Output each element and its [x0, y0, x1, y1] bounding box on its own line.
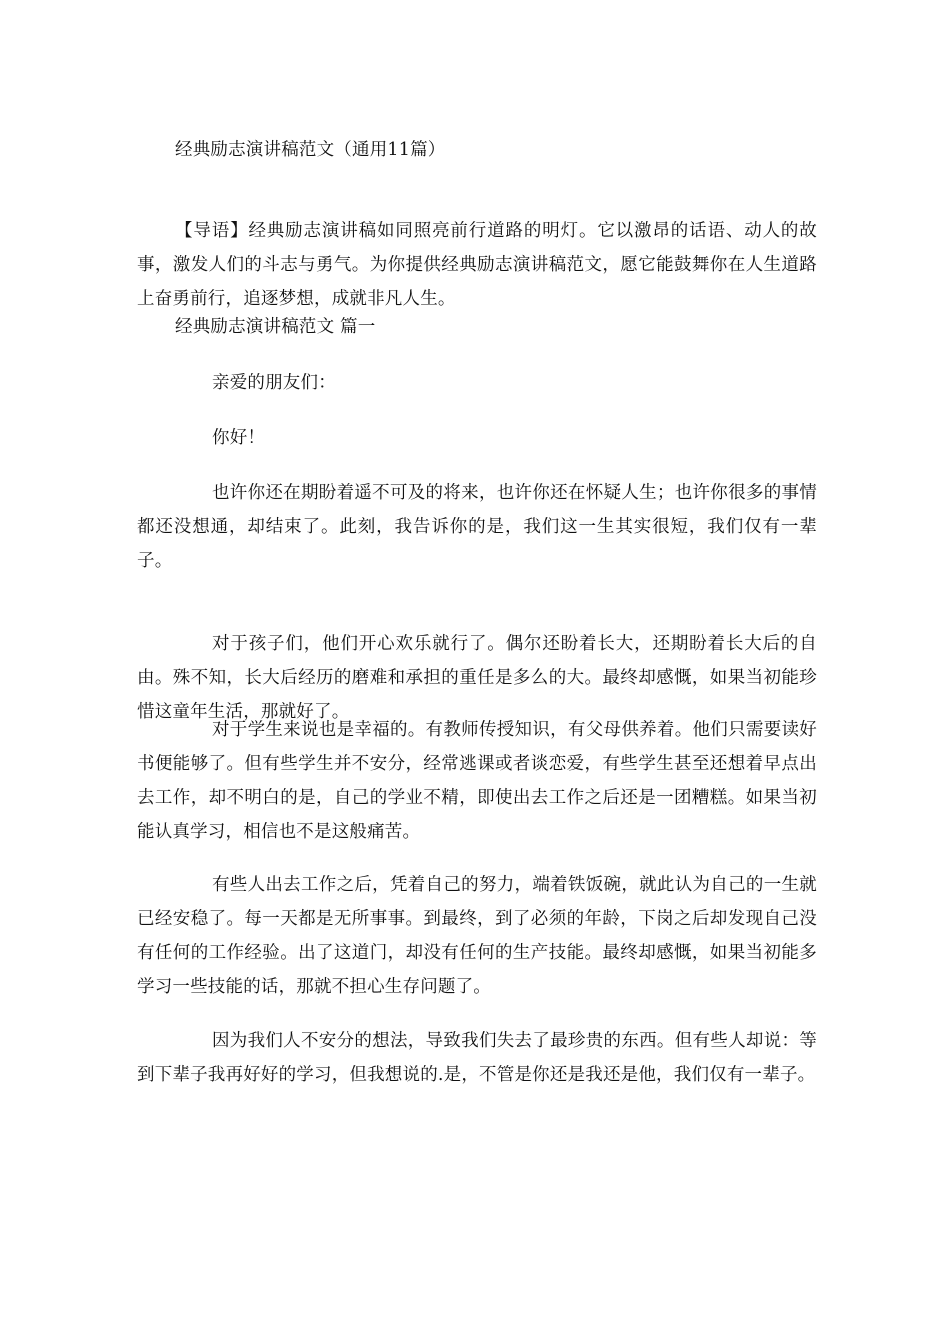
section-title: 经典励志演讲稿范文 篇一 — [175, 317, 376, 337]
greeting: 你好！ — [212, 428, 266, 448]
body-paragraph-2: 对于孩子们，他们开心欢乐就行了。偶尔还盼着长大，还期盼着长大后的自由。殊不知，长大后经历的磨难和承担的重任是多么的大。最终却感慨，如果当初能珍惜这童年生活，那就好了。 — [137, 634, 817, 722]
document-title: 经典励志演讲稿范文（通用11篇） — [175, 140, 446, 160]
intro-paragraph: 【导语】经典励志演讲稿如同照亮前行道路的明灯。它以激昂的话语、动人的故事，激发人们的斗志与勇气。为你提供经典励志演讲稿范文，愿它能鼓舞你在人生道路上奋勇前行，追逐梦想，成就非凡人生。 — [137, 221, 817, 309]
body-paragraph-3: 对于学生来说也是幸福的。有教师传授知识，有父母供养着。他们只需要读好书便能够了。但有些学生并不安分，经常逃课或者谈恋爱，有些学生甚至还想着早点出去工作，却不明白的是，自己的学业不精，即使出去工作之后还是一团糟糕。如果当初能认真学习，相信也不是这般痛苦。 — [137, 720, 817, 842]
salutation: 亲爱的朋友们： — [212, 373, 336, 393]
body-paragraph-4: 有些人出去工作之后，凭着自己的努力，端着铁饭碗，就此认为自己的一生就已经安稳了。每一天都是无所事事。到最终，到了必须的年龄，下岗之后却发现自己没有任何的工作经验。出了这道门，却没有任何的生产技能。最终却感慨，如果当初能多学习一些技能的话，那就不担心生存问题了。 — [137, 875, 817, 997]
body-paragraph-5: 因为我们人不安分的想法，导致我们失去了最珍贵的东西。但有些人却说：等到下辈子我再好好的学习，但我想说的.是，不管是你还是我还是他，我们仅有一辈子。 — [137, 1031, 817, 1085]
body-paragraph-1: 也许你还在期盼着遥不可及的将来，也许你还在怀疑人生；也许你很多的事情都还没想通，却结束了。此刻，我告诉你的是，我们这一生其实很短，我们仅有一辈子。 — [137, 483, 817, 571]
